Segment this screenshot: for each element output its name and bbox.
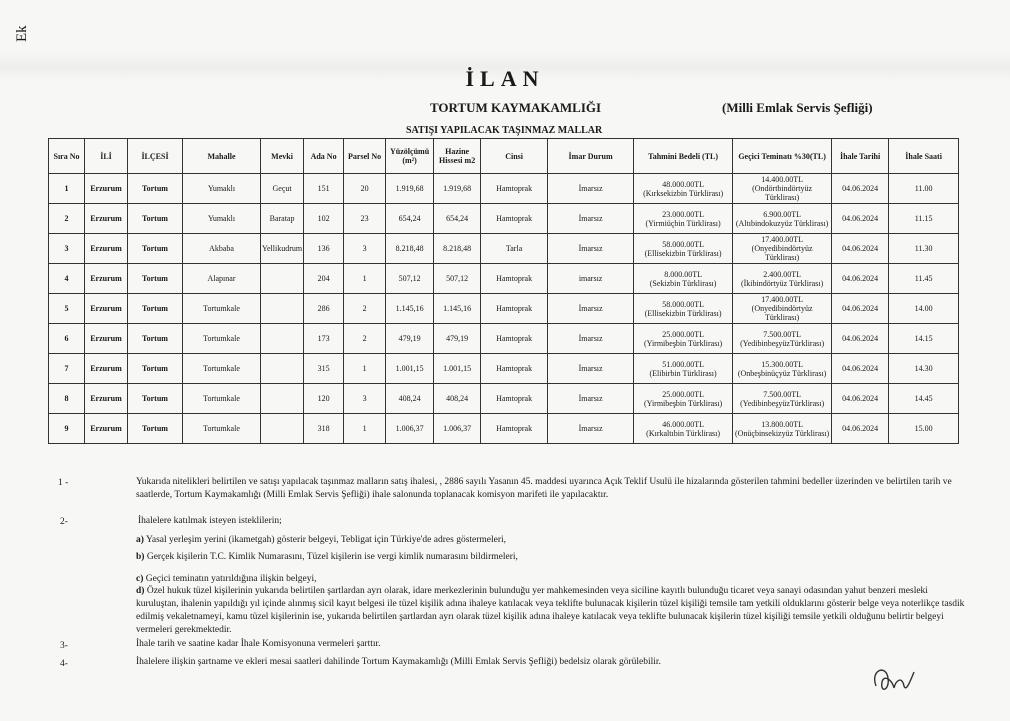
table-row bbox=[49, 324, 959, 354]
cell-ilce: Tortum bbox=[128, 354, 183, 384]
cell-saat: 14.30 bbox=[889, 354, 959, 384]
cell-teminat-amount: 15.300.00TL bbox=[761, 359, 803, 369]
cell-bedel-words: (Elibirbin Türklirası) bbox=[649, 368, 717, 378]
cell-tarih: 04.06.2024 bbox=[832, 294, 889, 324]
cell-imar: İmarsız bbox=[548, 294, 634, 324]
cell-teminat bbox=[733, 294, 832, 324]
cell-mahalle: Alapınar bbox=[183, 264, 261, 294]
cell-no: 9 bbox=[49, 414, 85, 444]
page-title: İLAN bbox=[465, 66, 545, 91]
note-2b bbox=[136, 551, 956, 564]
cell-teminat-words: (Onüçbinsekizyüz Türklirası) bbox=[734, 428, 830, 438]
cell-bedel-amount: 23.000.00TL bbox=[662, 209, 704, 219]
cell-mevki bbox=[261, 354, 304, 384]
cell-teminat bbox=[733, 414, 832, 444]
cell-ilce: Tortum bbox=[128, 174, 183, 204]
cell-bedel-words: (Yirmibeşbin Türklirası) bbox=[643, 338, 723, 348]
cell-mevki bbox=[261, 264, 304, 294]
cell-no: 2 bbox=[49, 204, 85, 234]
cell-il: Erzurum bbox=[85, 264, 128, 294]
table-row bbox=[49, 234, 959, 264]
cell-no: 8 bbox=[49, 384, 85, 414]
cell-mevki bbox=[261, 294, 304, 324]
header-cell: Ada No bbox=[304, 139, 344, 174]
table-title: SATIŞI YAPILACAK TAŞINMAZ MALLAR bbox=[406, 125, 603, 136]
header-cell: İhale Saati bbox=[889, 139, 959, 174]
note-2a-text: Yasal yerleşim yerini (ikametgah) gösterir belgeyi, Tebligat için Türkiye'de adres göstermeleri, bbox=[145, 535, 507, 545]
note-2-text: İhalelere katılmak isteyen isteklilerin; bbox=[138, 516, 282, 526]
cell-saat: 14.45 bbox=[889, 384, 959, 414]
cell-bedel-words: (Kırkaltıbin Türklirası) bbox=[646, 428, 721, 438]
table-header bbox=[49, 139, 959, 174]
cell-teminat-words: (Onbeşbinüçyüz Türklirası) bbox=[737, 368, 827, 378]
cell-cins: Hamtoprak bbox=[481, 324, 548, 354]
cell-cins: Tarla bbox=[481, 234, 548, 264]
cell-teminat-words: (Onyedibindörtyüz Türklirası) bbox=[751, 304, 813, 322]
cell-bedel-words: (Yirmiüçbin Türklirası) bbox=[645, 218, 721, 228]
cell-alan: 479,19 bbox=[386, 324, 434, 354]
cell-no: 5 bbox=[49, 294, 85, 324]
cell-mahalle: Tortumkale bbox=[183, 384, 261, 414]
note-3-text: İhale tarih ve saatine kadar İhale Komisyonuna vermeleri şarttır. bbox=[136, 639, 381, 649]
cell-ada: 173 bbox=[304, 324, 344, 354]
cell-ada: 151 bbox=[304, 174, 344, 204]
cell-cins: Hamtoprak bbox=[481, 294, 548, 324]
cell-teminat-words: (YedibinbeşyüzTürklirası) bbox=[740, 398, 825, 408]
note-4-label: 4- bbox=[60, 659, 68, 669]
cell-mahalle: Tortumkale bbox=[183, 294, 261, 324]
header-cell: İLÇESİ bbox=[128, 139, 183, 174]
cell-imar: İmarsız bbox=[548, 384, 634, 414]
cell-tarih: 04.06.2024 bbox=[832, 234, 889, 264]
cell-imar: İmarsız bbox=[548, 234, 634, 264]
cell-imar: İmarsız bbox=[548, 204, 634, 234]
header-cell: İhale Tarihi bbox=[832, 139, 889, 174]
cell-bedel bbox=[634, 414, 733, 444]
cell-il: Erzurum bbox=[85, 204, 128, 234]
note-2a-label: a) bbox=[136, 535, 144, 545]
cell-parsel: 1 bbox=[344, 354, 386, 384]
note-2c-label: c) bbox=[136, 574, 144, 584]
office-unit: (Milli Emlak Servis Şefliği) bbox=[722, 100, 873, 115]
cell-mevki bbox=[261, 414, 304, 444]
header-cell: Cinsi bbox=[481, 139, 548, 174]
table-row bbox=[49, 414, 959, 444]
cell-alan: 654,24 bbox=[386, 204, 434, 234]
header-cell: Sıra No bbox=[49, 139, 85, 174]
cell-cins: Hamtoprak bbox=[481, 384, 548, 414]
header-cell: Hazine Hissesi m2 bbox=[434, 139, 481, 174]
cell-bedel bbox=[634, 294, 733, 324]
cell-alan: 1.145,16 bbox=[386, 294, 434, 324]
cell-ilce: Tortum bbox=[128, 294, 183, 324]
note-4-text: İhalelere ilişkin şartname ve ekleri mesai saatleri dahilinde Tortum Kaymakamlığı (Milli Emlak Servis Şefliği) bedelsiz olarak görülebilir. bbox=[136, 657, 661, 667]
cell-imar: İmarsız bbox=[548, 354, 634, 384]
cell-mahalle: Yumaklı bbox=[183, 174, 261, 204]
cell-parsel: 2 bbox=[344, 324, 386, 354]
cell-no: 4 bbox=[49, 264, 85, 294]
cell-bedel-amount: 51.000.00TL bbox=[662, 359, 704, 369]
cell-il: Erzurum bbox=[85, 384, 128, 414]
cell-tarih: 04.06.2024 bbox=[832, 354, 889, 384]
cell-il: Erzurum bbox=[85, 174, 128, 204]
cell-parsel: 2 bbox=[344, 294, 386, 324]
cell-tarih: 04.06.2024 bbox=[832, 174, 889, 204]
cell-hisse: 507,12 bbox=[434, 264, 481, 294]
note-1-label: 1 - bbox=[58, 478, 69, 488]
header-cell: Tahmini Bedeli (TL) bbox=[634, 139, 733, 174]
cell-mahalle: Tortumkale bbox=[183, 414, 261, 444]
office-name: TORTUM KAYMAKAMLIĞI bbox=[430, 100, 602, 115]
note-2b-label: b) bbox=[136, 552, 145, 562]
cell-tarih: 04.06.2024 bbox=[832, 384, 889, 414]
cell-alan: 408,24 bbox=[386, 384, 434, 414]
header-cell: Yüzölçümü (m²) bbox=[386, 139, 434, 174]
cell-teminat bbox=[733, 264, 832, 294]
cell-ada: 120 bbox=[304, 384, 344, 414]
cell-alan: 1.001,15 bbox=[386, 354, 434, 384]
cell-saat: 15.00 bbox=[889, 414, 959, 444]
cell-mahalle: Tortumkale bbox=[183, 324, 261, 354]
header-cell: Mevki bbox=[261, 139, 304, 174]
cell-tarih: 04.06.2024 bbox=[832, 204, 889, 234]
cell-tarih: 04.06.2024 bbox=[832, 264, 889, 294]
cell-no: 3 bbox=[49, 234, 85, 264]
property-table bbox=[48, 138, 959, 444]
cell-il: Erzurum bbox=[85, 294, 128, 324]
cell-no: 7 bbox=[49, 354, 85, 384]
table-row bbox=[49, 264, 959, 294]
table-row bbox=[49, 174, 959, 204]
cell-teminat bbox=[733, 174, 832, 204]
cell-parsel: 1 bbox=[344, 264, 386, 294]
cell-il: Erzurum bbox=[85, 324, 128, 354]
cell-bedel-amount: 46.000.00TL bbox=[662, 419, 704, 429]
cell-ilce: Tortum bbox=[128, 324, 183, 354]
note-2b-text: Gerçek kişilerin T.C. Kimlik Numarasını, Tüzel kişilerin ise vergi kimlik numarasını bildirmeleri, bbox=[146, 552, 518, 562]
cell-bedel bbox=[634, 174, 733, 204]
table-row bbox=[49, 354, 959, 384]
cell-bedel bbox=[634, 234, 733, 264]
cell-ada: 315 bbox=[304, 354, 344, 384]
cell-imar: İmarsız bbox=[548, 414, 634, 444]
cell-parsel: 3 bbox=[344, 384, 386, 414]
cell-bedel-amount: 48.000.00TL bbox=[662, 179, 704, 189]
cell-hisse: 1.001,15 bbox=[434, 354, 481, 384]
note-2c-text: Geçici teminatın yatırıldığına ilişkin belgeyi, bbox=[145, 574, 317, 584]
cell-parsel: 3 bbox=[344, 234, 386, 264]
cell-saat: 11.45 bbox=[889, 264, 959, 294]
header-cell: İmar Durum bbox=[548, 139, 634, 174]
cell-teminat bbox=[733, 234, 832, 264]
cell-teminat-amount: 7.500.00TL bbox=[763, 329, 801, 339]
cell-ilce: Tortum bbox=[128, 414, 183, 444]
cell-bedel-words: (Ellisekizbin Türklirası) bbox=[644, 248, 722, 258]
cell-parsel: 1 bbox=[344, 414, 386, 444]
header-cell: Parsel No bbox=[344, 139, 386, 174]
cell-mevki: Baratap bbox=[261, 204, 304, 234]
cell-teminat-amount: 6.900.00TL bbox=[763, 209, 801, 219]
cell-teminat bbox=[733, 384, 832, 414]
cell-mevki: Yellikudrum bbox=[261, 234, 304, 264]
cell-il: Erzurum bbox=[85, 414, 128, 444]
cell-tarih: 04.06.2024 bbox=[832, 324, 889, 354]
cell-tarih: 04.06.2024 bbox=[832, 414, 889, 444]
table-row bbox=[49, 384, 959, 414]
cell-hisse: 1.006,37 bbox=[434, 414, 481, 444]
cell-imar: İmarsız bbox=[548, 174, 634, 204]
cell-il: Erzurum bbox=[85, 354, 128, 384]
cell-teminat-amount: 14.400.00TL bbox=[761, 175, 803, 184]
cell-bedel-words: (Yirmibeşbin Türklirası) bbox=[643, 398, 723, 408]
table-row bbox=[49, 204, 959, 234]
cell-hisse: 408,24 bbox=[434, 384, 481, 414]
cell-mahalle: Yumaklı bbox=[183, 204, 261, 234]
cell-bedel-words: (Sekizbin Türklirası) bbox=[649, 278, 717, 288]
cell-ada: 286 bbox=[304, 294, 344, 324]
cell-mevki bbox=[261, 324, 304, 354]
cell-ada: 318 bbox=[304, 414, 344, 444]
cell-bedel-words: (Ellisekizbin Türklirası) bbox=[644, 308, 722, 318]
cell-bedel-amount: 25.000.00TL bbox=[662, 389, 704, 399]
cell-bedel-amount: 8.000.00TL bbox=[664, 269, 702, 279]
side-label: Ek bbox=[14, 25, 30, 42]
header-cell: Geçici Teminatı %30(TL) bbox=[733, 139, 832, 174]
cell-ilce: Tortum bbox=[128, 204, 183, 234]
cell-teminat bbox=[733, 204, 832, 234]
cell-hisse: 479,19 bbox=[434, 324, 481, 354]
note-2-label: 2- bbox=[60, 517, 68, 527]
cell-no: 1 bbox=[49, 174, 85, 204]
cell-bedel bbox=[634, 204, 733, 234]
table-row bbox=[49, 294, 959, 324]
cell-teminat-amount: 7.500.00TL bbox=[763, 389, 801, 399]
cell-ilce: Tortum bbox=[128, 264, 183, 294]
cell-saat: 11.15 bbox=[889, 204, 959, 234]
cell-bedel bbox=[634, 354, 733, 384]
cell-cins: Hamtoprak bbox=[481, 354, 548, 384]
cell-bedel bbox=[634, 264, 733, 294]
cell-teminat bbox=[733, 354, 832, 384]
cell-teminat-amount: 2.400.00TL bbox=[763, 269, 801, 279]
note-2d-label: d) bbox=[136, 586, 145, 596]
cell-teminat-words: (Altıbindokuzyüz Türklirası) bbox=[735, 218, 829, 228]
note-2d bbox=[136, 585, 966, 637]
cell-alan: 1.919,68 bbox=[386, 174, 434, 204]
cell-teminat-words: (Onyedibindörtyüz Türklirası) bbox=[751, 244, 813, 262]
cell-bedel-amount: 25.000.00TL bbox=[662, 329, 704, 339]
cell-cins: Hamtoprak bbox=[481, 174, 548, 204]
cell-saat: 14.00 bbox=[889, 294, 959, 324]
cell-ada: 136 bbox=[304, 234, 344, 264]
cell-teminat-words: (İkibindörtyüz Türklirası) bbox=[740, 278, 824, 288]
cell-bedel bbox=[634, 324, 733, 354]
cell-alan: 1.006,37 bbox=[386, 414, 434, 444]
cell-mevki: Geçut bbox=[261, 174, 304, 204]
note-3-label: 3- bbox=[60, 641, 68, 651]
cell-saat: 11.30 bbox=[889, 234, 959, 264]
note-2d-text: Özel hukuk tüzel kişilerinin yukarıda belirtilen şartlardan ayrı olarak, idare merkezlerinin bulunduğu yer mahkemesinden veya siciline kayıtlı bulunduğu ticaret veya sanayi odasından yahut benzeri mesleki kuruluştan, ihalenin yapıldığı yıl içinde alınmış sicil kayıt belgesi ile tüzel kişilik adına ihaleye katılacak veya teklifte bulunacak kişilerin tüzel kişiliği temsile tam yetkili olduklarını gösterir belge veya noterlikçe tasdik edilmiş vekaletnameyi, kamu tüzel kişilerinin ise, yukarıda belirtilen şartlardan ayrı olarak tüzel kişilik adına ihaleye katılacak veya teklifte bulunacak kişilerin tüzel kişiliği temsile yetkili olduğunu belirtir belgeyi vermeleri gerekmektedir. bbox=[136, 586, 965, 635]
cell-bedel-words: (Kırksekizbin Türklirası) bbox=[643, 188, 724, 198]
cell-imar: İmarsız bbox=[548, 324, 634, 354]
header-cell: Mahalle bbox=[183, 139, 261, 174]
cell-ada: 204 bbox=[304, 264, 344, 294]
cell-hisse: 1.145,16 bbox=[434, 294, 481, 324]
cell-ilce: Tortum bbox=[128, 234, 183, 264]
cell-alan: 8.218,48 bbox=[386, 234, 434, 264]
cell-bedel-amount: 58.000.00TL bbox=[662, 239, 704, 249]
cell-ada: 102 bbox=[304, 204, 344, 234]
cell-hisse: 8.218,48 bbox=[434, 234, 481, 264]
cell-saat: 11.00 bbox=[889, 174, 959, 204]
cell-mahalle: Tortumkale bbox=[183, 354, 261, 384]
cell-bedel-amount: 58.000.00TL bbox=[662, 299, 704, 309]
cell-hisse: 654,24 bbox=[434, 204, 481, 234]
cell-bedel bbox=[634, 384, 733, 414]
cell-teminat-amount: 17.400.00TL bbox=[761, 235, 803, 244]
note-1-text: Yukarıda nitelikleri belirtilen ve satışı yapılacak taşınmaz malların satış ihalesi, , 2886 sayılı Yasanın 45. maddesi uyarınca Açık Teklif Usulü ile hizalarında gösterilen tahmini bedeller üzerinden ve belirtilen tarih ve saatlerde, Tortum Kaymakamlığı (Milli Emlak Servis Şefliği) ihale salonunda toplanacak komisyon marifeti ile yapılacaktır. bbox=[136, 477, 952, 500]
cell-teminat bbox=[733, 324, 832, 354]
cell-hisse: 1.919,68 bbox=[434, 174, 481, 204]
cell-mevki bbox=[261, 384, 304, 414]
cell-saat: 14.15 bbox=[889, 324, 959, 354]
cell-teminat-amount: 13.800.00TL bbox=[761, 419, 803, 429]
cell-teminat-amount: 17.400.00TL bbox=[761, 295, 803, 304]
cell-teminat-words: (YedibinbeşyüzTürklirası) bbox=[740, 338, 825, 348]
cell-cins: Hamtoprak bbox=[481, 264, 548, 294]
cell-alan: 507,12 bbox=[386, 264, 434, 294]
note-2a bbox=[136, 534, 956, 547]
cell-il: Erzurum bbox=[85, 234, 128, 264]
cell-teminat-words: (Ondörtbindörtyüz Türklirası) bbox=[752, 184, 813, 202]
cell-parsel: 20 bbox=[344, 174, 386, 204]
cell-ilce: Tortum bbox=[128, 384, 183, 414]
signature-icon bbox=[868, 660, 918, 700]
cell-mahalle: Akbaba bbox=[183, 234, 261, 264]
cell-parsel: 23 bbox=[344, 204, 386, 234]
header-cell: İLİ bbox=[85, 139, 128, 174]
cell-cins: Hamtoprak bbox=[481, 204, 548, 234]
cell-imar: imarsız bbox=[548, 264, 634, 294]
cell-cins: Hamtoprak bbox=[481, 414, 548, 444]
cell-no: 6 bbox=[49, 324, 85, 354]
